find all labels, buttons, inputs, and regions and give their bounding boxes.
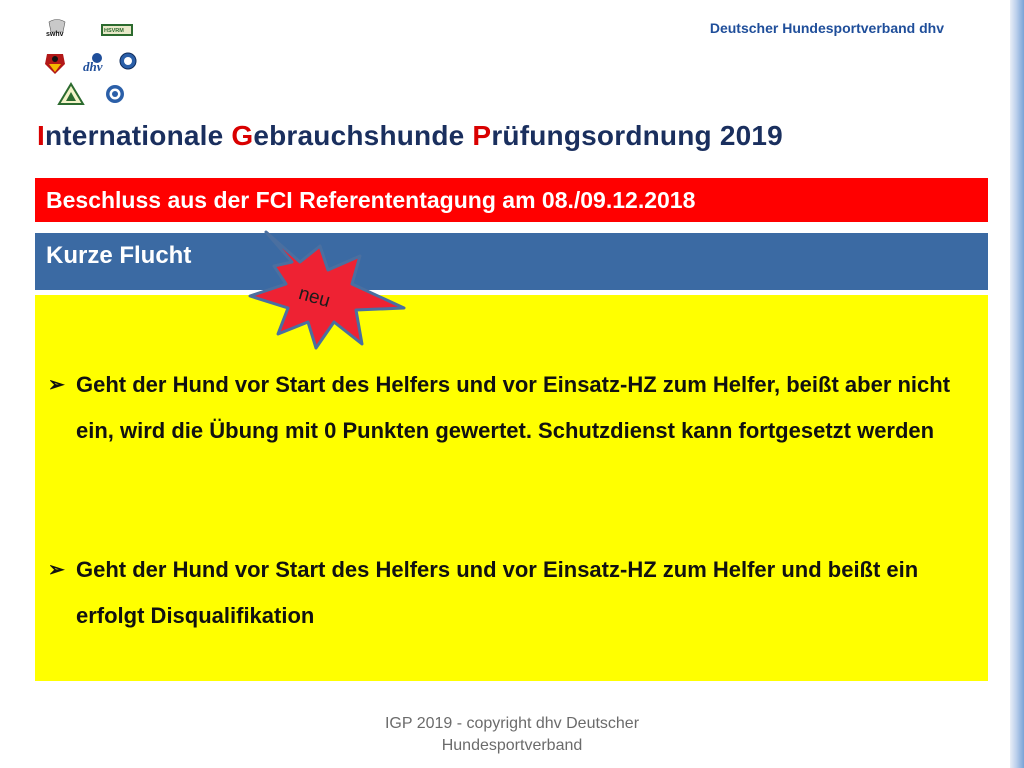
content-panel	[35, 295, 988, 681]
title-initial-2: G	[231, 120, 254, 151]
svg-text:swhv: swhv	[46, 31, 64, 38]
hsvrm-logo-icon	[101, 24, 133, 36]
organization-name: Deutscher Hundesportverband dhv	[709, 20, 944, 36]
page-title	[37, 120, 783, 152]
footer-line-2: Hundesportverband	[441, 737, 583, 754]
swhv-logo-icon	[46, 20, 65, 39]
right-edge-stripe	[1010, 0, 1024, 768]
svg-text:dhv: dhv	[83, 59, 103, 74]
association-logos	[35, 18, 150, 110]
new-starburst-icon	[248, 226, 406, 350]
decision-banner: Beschluss aus der FCI Referententagung am 08./09.12.2018	[35, 178, 988, 222]
bullet-arrow-icon: ➢	[48, 374, 65, 396]
new-badge-label: neu	[296, 283, 333, 312]
footer-line-1: IGP 2019 - copyright dhv Deutscher	[384, 715, 640, 732]
title-initial-3: P	[472, 120, 492, 151]
footer-copyright	[362, 713, 662, 757]
bullet-item	[48, 362, 968, 454]
title-part-2: ebrauchshunde	[253, 120, 473, 151]
title-part-3: rüfungsordnung 2019	[491, 120, 783, 151]
club-triangle-logo-icon	[59, 84, 83, 104]
section-header	[35, 233, 988, 290]
bullet-text: Geht der Hund vor Start des Helfers und vor Einsatz-HZ zum Helfer und beißt ein erfolgt Disqualifikation	[76, 557, 919, 628]
svg-text:HSVRM: HSVRM	[104, 28, 124, 34]
section-title: Kurze Flucht	[46, 242, 192, 269]
club-round-logo-icon	[106, 85, 124, 103]
club-badge-left-icon	[45, 54, 65, 74]
club-seal-right-icon	[120, 53, 136, 69]
bullet-arrow-icon: ➢	[48, 559, 65, 581]
title-part-1: nternationale	[44, 120, 232, 151]
bullet-item	[48, 547, 968, 639]
title-initial-1: I	[37, 120, 45, 151]
dhv-logo-icon	[83, 53, 103, 74]
bullet-text: Geht der Hund vor Start des Helfers und vor Einsatz-HZ zum Helfer, beißt aber nicht ein, wird die Übung mit 0 Punkten gewertet. Schutzdienst kann fortgesetzt werden	[76, 372, 951, 443]
